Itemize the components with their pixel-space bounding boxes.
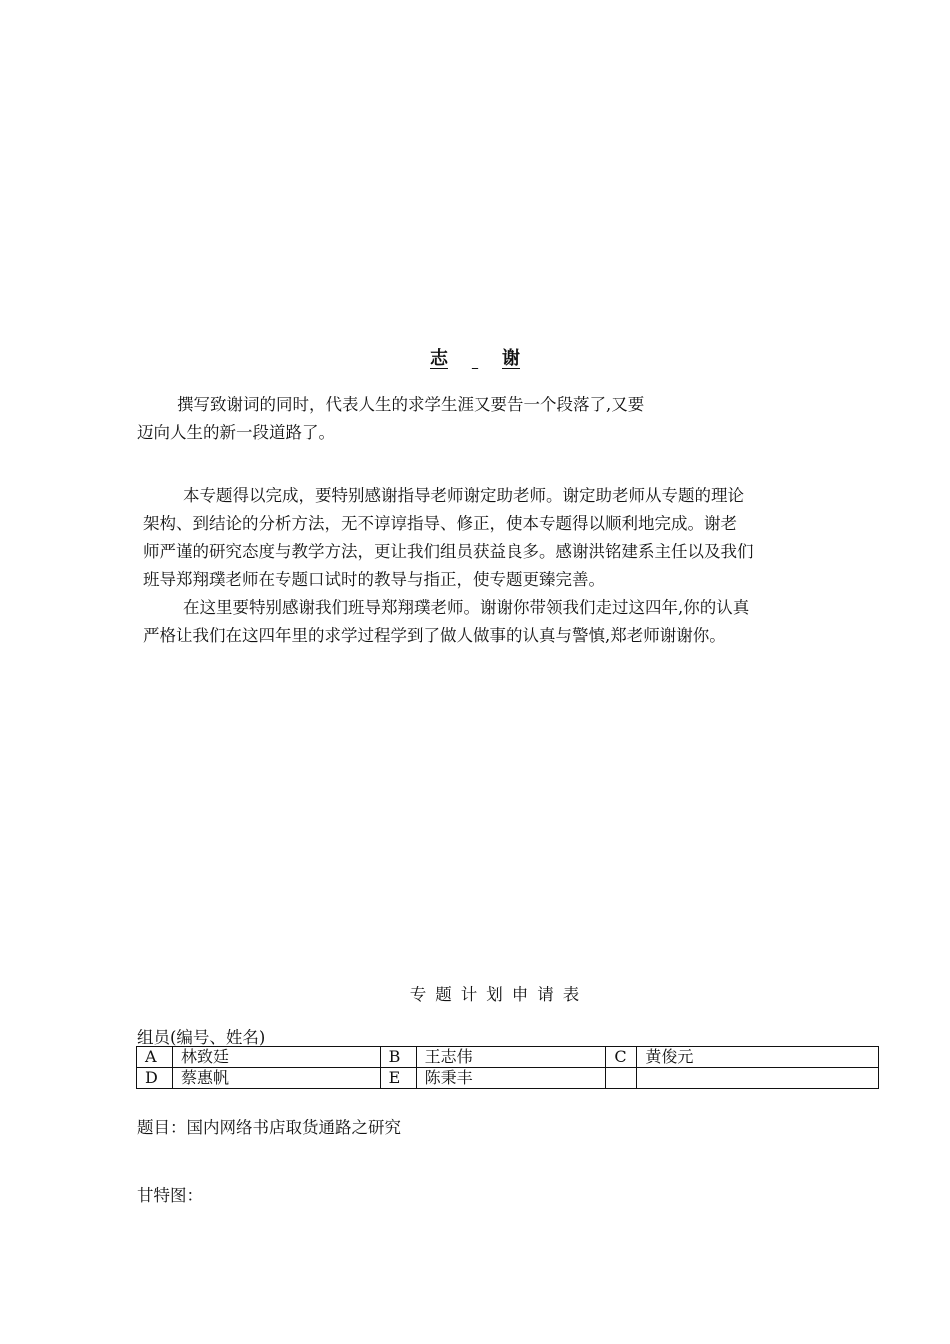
body-line: 在这里要特别感谢我们班导郑翔璞老师。谢谢你带领我们走过这四年,你的认真 (183, 598, 750, 617)
acknowledgement-title (0, 344, 950, 370)
member-id: E (380, 1068, 416, 1089)
intro-line: 迈向人生的新一段道路了。 (137, 423, 335, 442)
member-id: D (137, 1068, 173, 1089)
member-name: 王志伟 (416, 1047, 606, 1068)
members-label: 组员(编号、姓名) (137, 1028, 266, 1047)
project-subject: 题目：国内网络书店取货通路之研究 (137, 1118, 401, 1137)
member-name: 蔡惠帆 (172, 1068, 380, 1089)
member-id: A (137, 1047, 173, 1068)
member-id (606, 1068, 637, 1089)
members-table (136, 1046, 879, 1089)
body-line: 严格让我们在这四年里的求学过程学到了做人做事的认真与警慎,郑老师谢谢你。 (143, 626, 726, 645)
acknowledgement-title-part2: 谢 (502, 348, 520, 369)
gantt-chart-label: 甘特图： (137, 1186, 203, 1205)
intro-line: 撰写致谢词的同时，代表人生的求学生涯又要告一个段落了,又要 (177, 395, 645, 414)
acknowledgement-intro (137, 391, 644, 447)
member-id: B (380, 1047, 416, 1068)
member-name: 陈秉丰 (416, 1068, 606, 1089)
plan-form-title: 专题计划申请表 (409, 985, 589, 1004)
member-name: 林致廷 (172, 1047, 380, 1068)
acknowledgement-body (143, 482, 754, 650)
member-name (637, 1068, 879, 1089)
table-row (137, 1068, 879, 1089)
table-row (137, 1047, 879, 1068)
body-line: 班导郑翔璞老师在专题口试时的教导与指正，使专题更臻完善。 (143, 570, 605, 589)
acknowledgement-title-part1: 志 (430, 348, 448, 369)
body-line: 本专题得以完成，要特别感谢指导老师谢定助老师。谢定助老师从专题的理论 (183, 486, 744, 505)
member-name: 黄俊元 (637, 1047, 879, 1068)
body-line: 架构、到结论的分析方法，无不谆谆指导、修正，使本专题得以顺利地完成。谢老 (143, 514, 737, 533)
body-line: 师严谨的研究态度与教学方法，更让我们组员获益良多。感谢洪铭建系主任以及我们 (143, 542, 754, 561)
member-id: C (606, 1047, 637, 1068)
